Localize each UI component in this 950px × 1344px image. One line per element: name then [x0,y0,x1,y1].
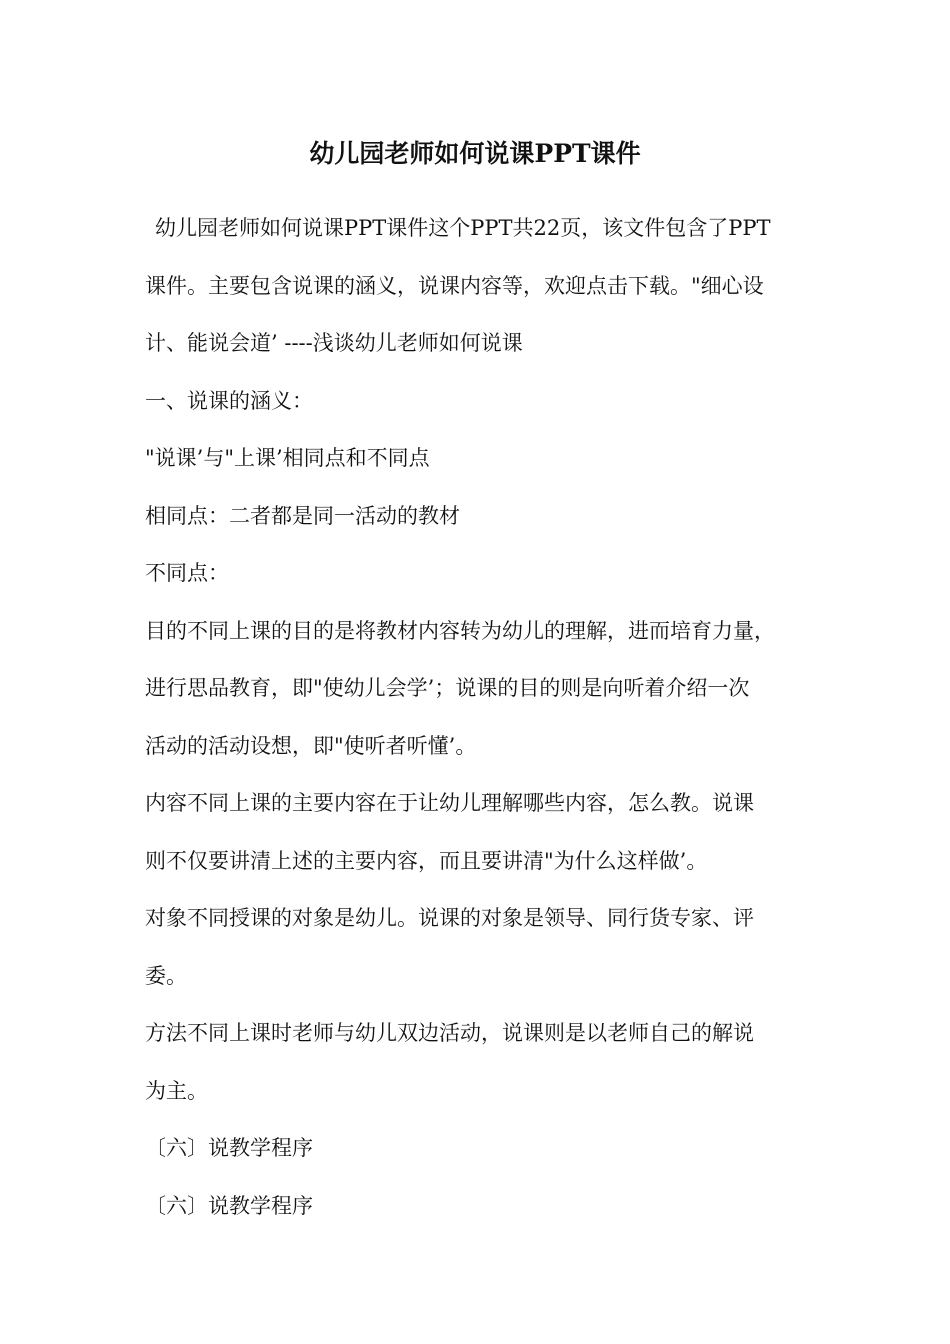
body-line: 对象不同授课的对象是幼儿。说课的对象是领导、同行货专家、评 [145,906,754,930]
body-line: 委。 [145,963,187,988]
body-line: "说课’与"上课’相同点和不同点 [145,446,430,470]
body-line: 目的不同上课的目的是将教材内容转为幼儿的理解，进而培育力量， [145,618,775,643]
document-title: 幼儿园老师如何说课PPT课件 [309,139,641,168]
body-line: 课件。主要包含说课的涵义，说课内容等，欢迎点击下载。"细心设 [145,273,764,298]
body-line: 幼儿园老师如何说课PPT课件这个PPT共22页，该文件包含了PPT [155,216,771,240]
body-line: 相同点：二者都是同一活动的教材 [145,503,460,528]
section-heading: 一、说课的涵义： [145,388,313,413]
body-line: 不同点： [145,561,229,585]
body-line: 为主。 [145,1078,208,1103]
body-line: 进行思品教育，即"使幼儿会学’；说课的目的则是向听着介绍一次 [145,676,750,700]
section-heading: 〔六〕说教学程序 [145,1193,313,1218]
body-line: 活动的活动设想，即"使听者听懂’。 [145,733,477,758]
document-body [145,200,825,1235]
body-line: 计、能说会道’ ----浅谈幼儿老师如何说课 [145,331,523,355]
body-line: 则不仅要讲清上述的主要内容，而且要讲清"为什么这样做’。 [145,848,708,873]
body-line: 方法不同上课时老师与幼儿双边活动，说课则是以老师自己的解说 [145,1021,754,1045]
body-line: 内容不同上课的主要内容在于让幼儿理解哪些内容，怎么教。说课 [145,791,754,815]
section-heading: 〔六〕说教学程序 [145,1136,313,1160]
